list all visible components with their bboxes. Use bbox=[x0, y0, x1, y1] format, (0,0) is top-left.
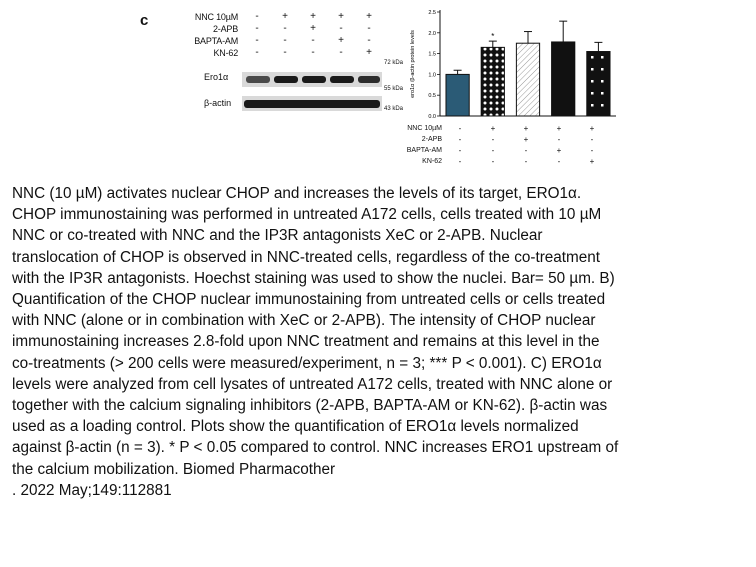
blot-mark: - bbox=[311, 35, 315, 46]
blot-mark: - bbox=[255, 11, 259, 22]
chart-bar bbox=[587, 52, 610, 116]
blot-mark: - bbox=[255, 23, 259, 34]
chart-mark: - bbox=[491, 146, 495, 155]
chart-condition-kn62: KN-62 bbox=[422, 158, 442, 165]
caption-line: together with the calcium signaling inhibitors (2-APB, BAPTA-AM or KN-62). β-actin was bbox=[12, 397, 608, 415]
chart-mark: - bbox=[590, 135, 594, 144]
blot-mark: + bbox=[310, 11, 316, 22]
kda-marker: 55 kDa bbox=[384, 86, 404, 92]
chart-mark: - bbox=[557, 135, 561, 144]
chart-mark: + bbox=[556, 146, 562, 155]
chart-condition-2apb: 2-APB bbox=[421, 136, 442, 143]
blot-mark: - bbox=[283, 35, 287, 46]
chart-condition-nnc: NNC 10µM bbox=[407, 125, 442, 132]
figure-caption bbox=[12, 183, 752, 501]
chart-mark: + bbox=[490, 124, 496, 133]
blot-label-actin: β-actin bbox=[204, 98, 232, 108]
caption-line: Quantification of the CHOP nuclear immunostaining from untreated cells or cells treated bbox=[12, 291, 606, 309]
chart-mark: + bbox=[523, 135, 529, 144]
chart-y-tick-label: 1.0 bbox=[428, 72, 436, 79]
chart-y-axis-title: ero1α /β-actin protein levels bbox=[410, 30, 416, 98]
chart-significance-label: * bbox=[491, 32, 495, 42]
blot-mark: - bbox=[255, 47, 259, 58]
kda-marker: 72 kDa bbox=[384, 60, 404, 66]
caption-line: . 2022 May;149:112881 bbox=[12, 481, 172, 499]
chart-mark: + bbox=[589, 124, 595, 133]
chart-mark: - bbox=[491, 135, 495, 144]
chart-mark: - bbox=[458, 135, 462, 144]
condition-label-2apb: 2-APB bbox=[212, 24, 238, 34]
chart-bar bbox=[552, 42, 575, 116]
blot-mark: - bbox=[367, 35, 371, 46]
caption-line: NNC or co-treated with NNC and the IP3R antagonists XeC or 2-APB. Nuclear bbox=[12, 227, 543, 245]
western-blot-actin bbox=[242, 96, 382, 111]
blot-band bbox=[244, 100, 380, 108]
chart-bar bbox=[481, 47, 504, 116]
chart-y-tick-label: 2.5 bbox=[428, 10, 436, 16]
blot-band bbox=[302, 76, 326, 83]
blot-mark: + bbox=[338, 11, 344, 22]
blot-mark: + bbox=[282, 11, 288, 22]
blot-band bbox=[246, 76, 270, 83]
blot-band bbox=[330, 76, 354, 83]
chart-mark: - bbox=[524, 146, 528, 155]
chart-y-tick-label: 2.0 bbox=[428, 30, 436, 37]
caption-line: co-treatments (> 200 cells were measured/experiment, n = 3; *** P < 0.001). C) ERO1α bbox=[12, 354, 602, 372]
blot-mark: - bbox=[283, 23, 287, 34]
chart-mark: + bbox=[556, 124, 562, 133]
chart-mark: - bbox=[458, 146, 462, 155]
chart-mark: - bbox=[458, 124, 462, 133]
panel-label: c bbox=[140, 12, 149, 29]
caption-line: the calcium mobilization. Biomed Pharmacother bbox=[12, 460, 336, 478]
blot-mark: - bbox=[255, 35, 259, 46]
caption-line: used as a loading control. Plots show the quantification of ERO1α levels normalized bbox=[12, 418, 579, 436]
caption-line: immunostaining increases 2.8-fold upon NNC treatment and remains at this level in the bbox=[12, 333, 600, 351]
chart-y-tick-label: 0.0 bbox=[428, 114, 436, 120]
blot-band bbox=[358, 76, 380, 83]
chart-condition-bapta: BAPTA-AM bbox=[406, 147, 442, 154]
blot-mark: - bbox=[283, 47, 287, 58]
chart-mark: - bbox=[557, 157, 561, 166]
chart-mark: - bbox=[524, 157, 528, 166]
blot-mark: - bbox=[367, 23, 371, 34]
chart-mark: + bbox=[523, 124, 529, 133]
ero1a-bar-chart bbox=[398, 4, 622, 122]
blot-mark: - bbox=[339, 47, 343, 58]
blot-mark: + bbox=[310, 23, 316, 34]
condition-label-bapta: BAPTA-AM bbox=[194, 36, 238, 46]
blot-mark: + bbox=[366, 47, 372, 58]
caption-line: CHOP immunostaining was performed in untreated A172 cells, cells treated with 10 µM bbox=[12, 206, 602, 224]
blot-band bbox=[274, 76, 298, 83]
chart-mark: - bbox=[458, 157, 462, 166]
condition-label-nnc: NNC 10µM bbox=[194, 12, 238, 22]
western-blot-ero1a bbox=[242, 72, 382, 87]
kda-marker: 43 kDa bbox=[384, 106, 404, 112]
blot-label-ero1a: Ero1α bbox=[204, 72, 229, 82]
chart-bar bbox=[516, 43, 539, 116]
caption-line: with the IP3R antagonists. Hoechst staining was used to show the nuclei. Bar= 50 µm. B) bbox=[12, 269, 615, 287]
chart-bar bbox=[446, 74, 469, 116]
chart-mark: - bbox=[491, 157, 495, 166]
chart-y-tick-label: 1.5 bbox=[428, 51, 436, 58]
caption-line: translocation of CHOP is observed in NNC-treated cells, regardless of the co-treatment bbox=[12, 248, 601, 266]
caption-line: with NNC (alone or in combination with XeC or 2-APB). The intensity of CHOP nuclear bbox=[12, 312, 596, 330]
condition-label-kn62: KN-62 bbox=[213, 48, 238, 58]
caption-line: NNC (10 µM) activates nuclear CHOP and increases the levels of its target, ERO1α. bbox=[12, 185, 582, 202]
blot-mark: + bbox=[338, 35, 344, 46]
blot-mark: - bbox=[339, 23, 343, 34]
blot-mark: + bbox=[366, 11, 372, 22]
caption-line: against β-actin (n = 3). * P < 0.05 compared to control. NNC increases ERO1 upstream of bbox=[12, 439, 619, 457]
chart-y-tick-label: 0.5 bbox=[428, 93, 436, 100]
chart-mark: - bbox=[590, 146, 594, 155]
blot-mark: - bbox=[311, 47, 315, 58]
chart-mark: + bbox=[589, 157, 595, 166]
caption-line: levels were analyzed from cell lysates of untreated A172 cells, treated with NNC alone or bbox=[12, 375, 613, 393]
